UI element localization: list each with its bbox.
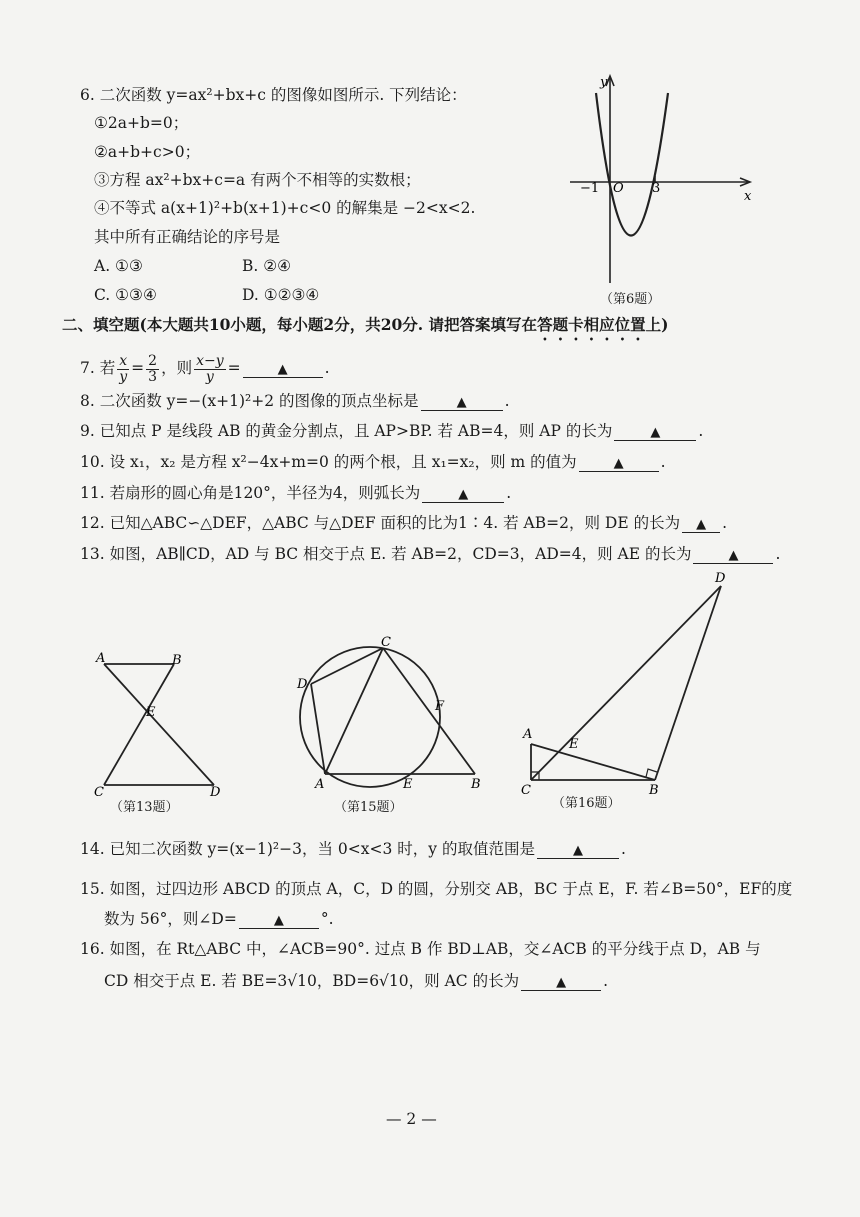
q6-conclusion-4: ④不等式 a(x+1)²+b(x+1)+c<0 的解集是 −2<x<2. (94, 199, 476, 217)
q15-answer-blank[interactable]: ▲ (239, 910, 319, 929)
q11: 11. 若扇形的圆心角是120°，半径为4，则弧长为 ▲ . (80, 484, 512, 502)
page-number: — 2 — (386, 1110, 437, 1128)
q12-answer-blank[interactable]: ▲ (682, 514, 720, 533)
graph-neg1-label: −1 (580, 181, 600, 196)
f13-label-a: A (96, 651, 106, 666)
q10-answer-blank[interactable]: ▲ (579, 453, 659, 472)
q6-option-a: A. ①③ (94, 257, 143, 275)
f15-label-b: B (471, 777, 481, 792)
q9-answer-blank[interactable]: ▲ (614, 422, 696, 441)
q7: 7. 若 $\frac{x}{y}$ = $\frac{2}{3}$ ，则 $\frac{x-y}{y}$ = ▲ . (80, 352, 330, 385)
f13-label-e: E (146, 705, 156, 720)
f15-label-d: D (297, 677, 308, 692)
f15-label-c: C (381, 635, 391, 650)
graph-origin-label: O (613, 181, 624, 196)
q16-line-2: CD 相交于点 E. 若 BE=3√10，BD=6√10，则 AC 的长为 ▲ . (104, 972, 609, 990)
q14: 14. 已知二次函数 y=(x−1)²−3，当 0<x<3 时，y 的取值范围是 ▲ . (80, 840, 626, 858)
q6-conclusion-3: ③方程 ax²+bx+c=a 有两个不相等的实数根； (94, 171, 421, 189)
q8: 8. 二次函数 y=−(x+1)²+2 的图像的顶点坐标是 ▲ . (80, 392, 510, 410)
f13-label-b: B (172, 653, 182, 668)
f13-label-c: C (94, 785, 104, 800)
f13-caption: （第13题） (110, 800, 179, 815)
q7-frac-2: $\frac{2}{3}$ (148, 352, 158, 385)
figure-13 (88, 650, 228, 800)
q11-answer-blank[interactable]: ▲ (422, 484, 504, 503)
q14-answer-blank[interactable]: ▲ (537, 840, 619, 859)
graph-y-label: y (600, 75, 608, 90)
f15-label-e: E (403, 777, 413, 792)
q9: 9. 已知点 P 是线段 AB 的黄金分割点，且 AP>BP. 若 AB=4，则 AP 的长为 ▲ . (80, 422, 704, 440)
q7-frac-1: $\frac{x}{y}$ (119, 352, 128, 385)
q15-line-1: 15. 如图，过四边形 ABCD 的顶点 A，C，D 的圆，分别交 AB，BC 于点 E，F. 若∠B=50°，EF的度 (80, 880, 793, 898)
q10: 10. 设 x₁，x₂ 是方程 x²−4x+m=0 的两个根，且 x₁=x₂，则 m 的值为 ▲ . (80, 453, 666, 471)
q16-answer-blank[interactable]: ▲ (521, 972, 601, 991)
f16-label-b: B (649, 783, 659, 798)
q6-option-b: B. ②④ (242, 257, 292, 275)
figure-15 (285, 632, 495, 802)
q13-answer-blank[interactable]: ▲ (693, 545, 773, 564)
q7-answer-blank[interactable]: ▲ (243, 359, 323, 378)
q6-figure-caption: （第6题） (600, 292, 661, 307)
f16-label-e: E (569, 737, 579, 752)
q7-frac-3: $\frac{x-y}{y}$ (196, 352, 224, 385)
f15-label-f: F (435, 699, 445, 714)
f13-label-d: D (210, 785, 221, 800)
f15-caption: （第15题） (334, 800, 403, 815)
q6-stem: 6. 二次函数 y=ax²+bx+c 的图像如图所示. 下列结论： (80, 86, 467, 104)
f16-caption: （第16题） (552, 796, 621, 811)
q6-ask: 其中所有正确结论的序号是 (94, 228, 281, 246)
q6-conclusion-2: ②a+b+c>0； (94, 143, 201, 161)
q12: 12. 已知△ABC∽△DEF，△ABC 与△DEF 面积的比为1∶4. 若 AB=2，则 DE 的长为 ▲ . (80, 514, 728, 532)
f15-label-a: A (315, 777, 325, 792)
q13: 13. 如图，AB∥CD，AD 与 BC 相交于点 E. 若 AB=2，CD=3，AD=4，则 AE 的长为 ▲ . (80, 545, 781, 563)
q8-answer-blank[interactable]: ▲ (421, 392, 503, 411)
f16-label-d: D (715, 571, 726, 586)
graph-x-label: x (744, 189, 752, 204)
figure-16 (515, 568, 735, 798)
q6-conclusion-1: ①2a+b=0； (94, 114, 189, 132)
q15-line-2: 数为 56°，则∠D= ▲ °. (104, 910, 334, 928)
q6-parabola-graph (560, 68, 760, 293)
q6-option-d: D. ①②③④ (242, 286, 320, 304)
f16-label-c: C (521, 783, 531, 798)
graph-3-label: 3 (652, 181, 661, 196)
q16-line-1: 16. 如图，在 Rt△ABC 中，∠ACB=90°. 过点 B 作 BD⊥AB，交∠ACB 的平分线于点 D，AB 与 (80, 940, 761, 958)
f16-label-a: A (523, 727, 533, 742)
section-2-heading: 二、填空题(本大题共10小题，每小题2分，共20分. 请把答案填写在答题卡相应位置上) (62, 315, 669, 334)
q6-option-c: C. ①③④ (94, 286, 157, 304)
